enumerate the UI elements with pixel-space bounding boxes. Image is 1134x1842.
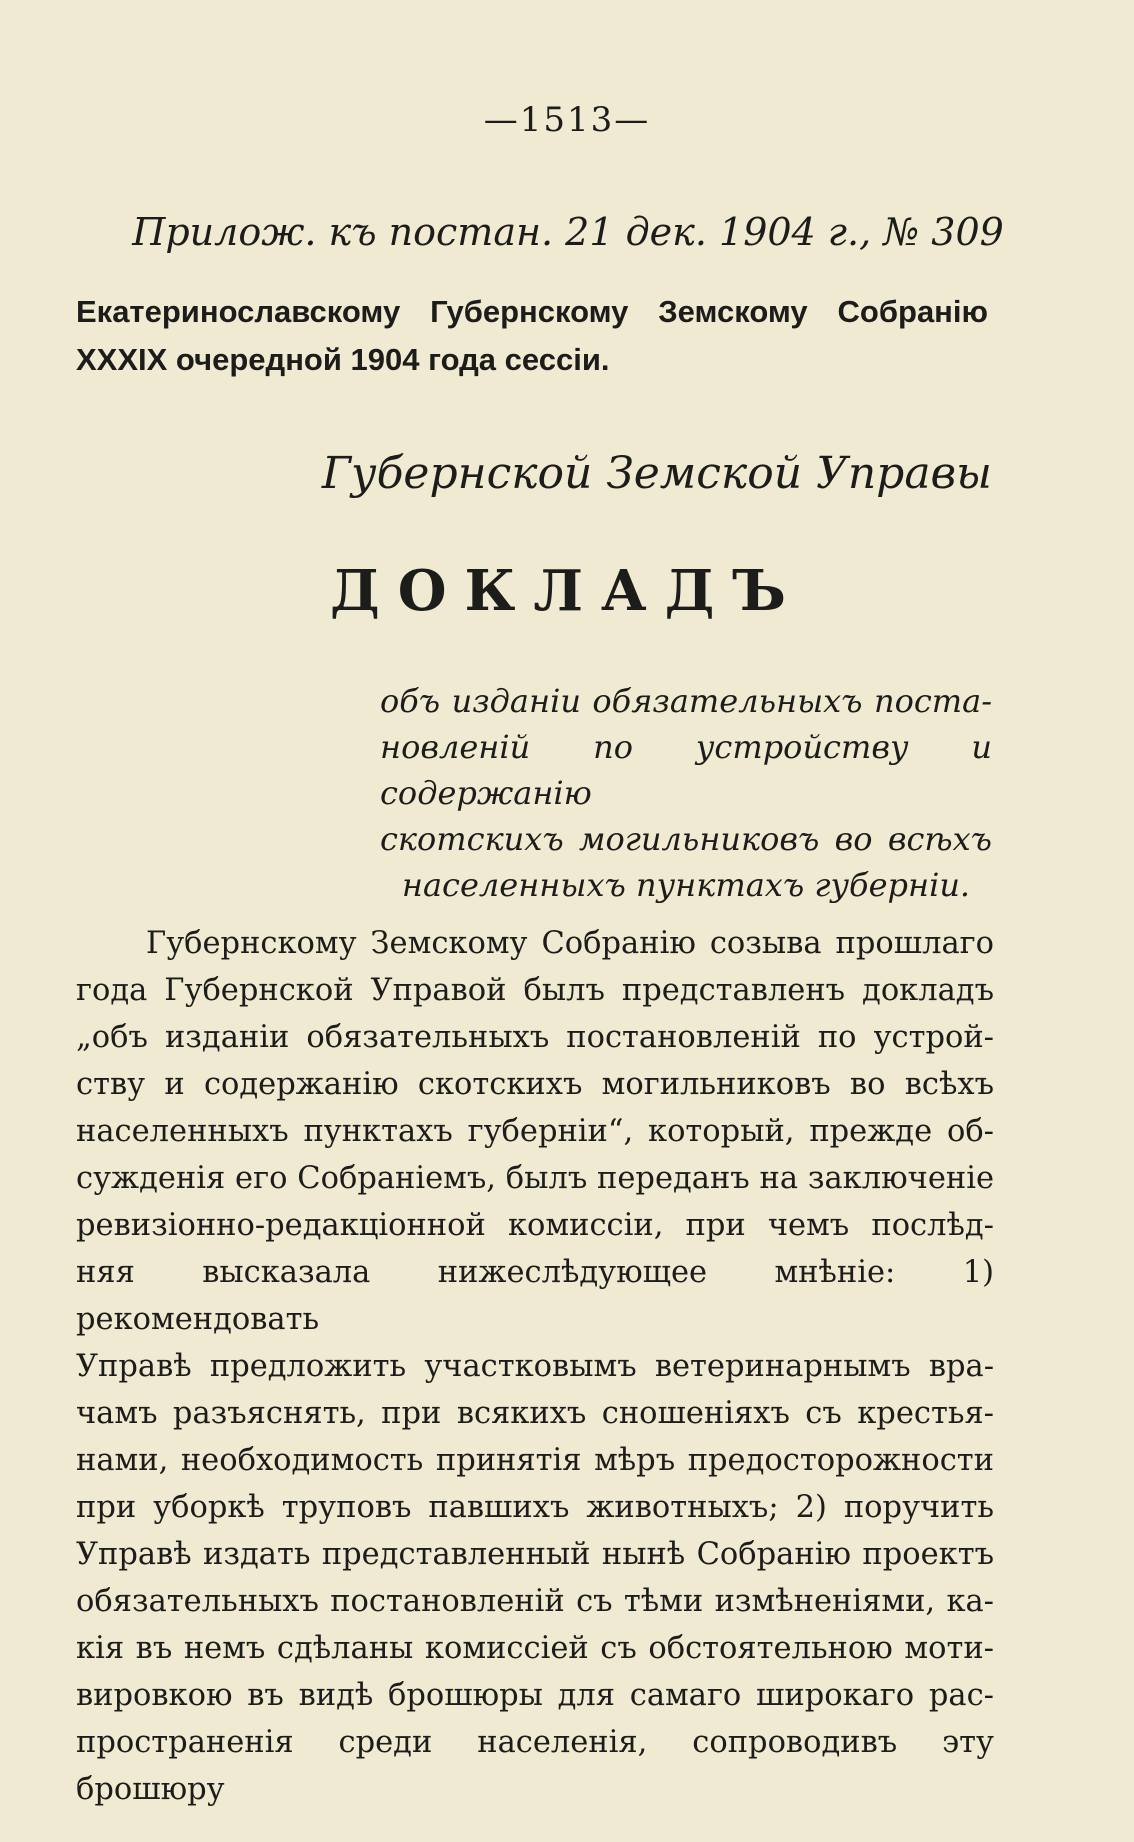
body-line: кія въ немъ сдѣланы комиссіей съ обстоятельною моти- xyxy=(76,1631,994,1666)
page-number: —1513— xyxy=(483,100,651,140)
body-line: при уборкѣ труповъ павшихъ животныхъ; 2) поручить xyxy=(76,1490,994,1525)
body-line: населенныхъ пунктахъ губерніи“, который, прежде об- xyxy=(76,1114,994,1149)
annex-reference: Прилож. къ постан. 21 дек. 1904 г., № 309 xyxy=(132,210,1004,254)
body-line: обязательныхъ постановленій съ тѣми измѣненіями, ка- xyxy=(76,1584,994,1619)
subject-line: населенныхъ пунктахъ губерніи. xyxy=(401,866,971,904)
body-line: чамъ разъяснять, при всякихъ сношеніяхъ съ крестья- xyxy=(76,1396,994,1431)
report-subject xyxy=(380,678,992,908)
subject-line: объ изданіи обязательныхъ поста- xyxy=(380,682,992,720)
body-line: года Губернской Управой былъ представленъ докладъ xyxy=(76,973,994,1008)
body-line: „объ изданіи обязательныхъ постановленій по устрой- xyxy=(76,1020,994,1055)
subject-line: новленій по устройству и содержанію xyxy=(380,728,992,812)
issuing-body: Губернской Земской Управы xyxy=(321,448,992,499)
document-title: ДОКЛАДЪ xyxy=(329,558,804,624)
body-line: пространенія среди населенія, сопроводивъ эту брошюру xyxy=(76,1725,994,1807)
body-line: Управѣ издать представленный нынѣ Собранію проектъ xyxy=(76,1537,994,1572)
body-line: нами, необходимость принятія мѣръ предосторожности xyxy=(76,1443,994,1478)
body-line: няя высказала нижеслѣдующее мнѣніе: 1) рекомендовать xyxy=(76,1255,994,1337)
addressee-block xyxy=(76,288,988,384)
body-line: вировкою въ видѣ брошюры для самаго широкаго рас- xyxy=(76,1678,994,1713)
addressee-line-1: Екатеринославскому Губернскому Земскому Собранію xyxy=(76,294,988,329)
body-line: ревизіонно-редакціонной комиссіи, при чемъ послѣд- xyxy=(76,1208,994,1243)
addressee-line-2: XXXIX очередной 1904 года сессіи. xyxy=(76,342,610,377)
body-line: Управѣ предложить участковымъ ветеринарнымъ вра- xyxy=(76,1349,994,1384)
body-line: Губернскому Земскому Собранію созыва прошлаго xyxy=(146,926,994,961)
body-line: ству и содержанію скотскихъ могильниковъ во всѣхъ xyxy=(76,1067,994,1102)
body-paragraph xyxy=(76,920,994,1813)
subject-line: скотскихъ могильниковъ во всѣхъ xyxy=(380,820,992,858)
body-line: сужденія его Собраніемъ, былъ переданъ на заключеніе xyxy=(76,1161,994,1196)
